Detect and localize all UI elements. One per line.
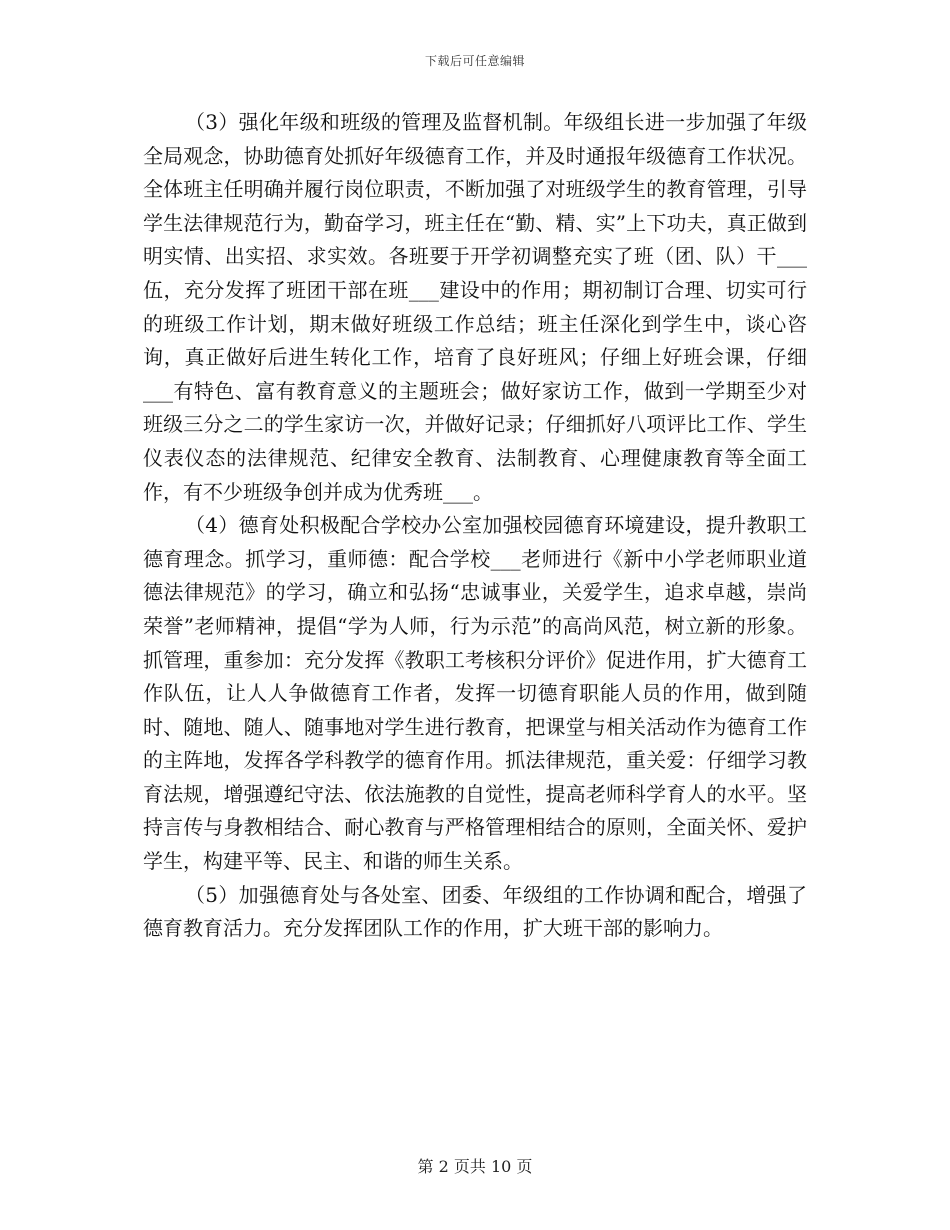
paragraph-5: （5）加强德育处与各处室、团委、年级组的工作协调和配合，增强了德育教育活力。充分发挥团队工作的作用，扩大班干部的影响力。 bbox=[143, 882, 807, 941]
paragraph-3: （3）强化年级和班级的管理及监督机制。年级组长进一步加强了年级全局观念，协助德育处抓好年级德育工作，并及时通报年级德育工作状况。全体班主任明确并履行岗位职责，不断加强了对班级学生的教育管理，引导学生法律规范行为，勤奋学习，班主任在“勤、精、实”上下功夫，真正做到明实情、出实招、求实效。各班要于开学初调整充实了班（团、队）干___伍，充分发挥了班团干部在班___建设中的作用；期初制订合理、切实可行的班级工作计划，期末做好班级工作总结；班主任深化到学生中，谈心咨询，真正做好后进生转化工作，培育了良好班风；仔细上好班会课，仔细___有特色、富有教育意义的主题班会；做好家访工作，做到一学期至少对班级三分之二的学生家访一次，并做好记录；仔细抓好八项评比工作、学生仪表仪态的法律规范、纪律安全教育、法制教育、心理健康教育等全面工作，有不少班级争创并成为优秀班___。 bbox=[143, 110, 807, 504]
page-header: 下载后可任意编辑 bbox=[424, 54, 525, 68]
paragraph-4: （4）德育处积极配合学校办公室加强校园德育环境建设，提升教职工德育理念。抓学习，重师德：配合学校___老师进行《新中小学老师职业道德法律规范》的学习，确立和弘扬“忠诚事业，关爱学生，追求卓越，崇尚荣誉”老师精神，提倡“学为人师，行为示范”的高尚风范，树立新的形象。抓管理，重参加：充分发挥《教职工考核积分评价》促进作用，扩大德育工作队伍，让人人争做德育工作者，发挥一切德育职能人员的作用，做到随时、随地、随人、随事地对学生进行教育，把课堂与相关活动作为德育工作的主阵地，发挥各学科教学的德育作用。抓法律规范，重关爱：仔细学习教育法规，增强遵纪守法、依法施教的自觉性，提高老师科学育人的水平。坚持言传与身教相结合、耐心教育与严格管理相结合的原则，全面关怀、爱护学生，构建平等、民主、和谐的师生关系。 bbox=[143, 513, 807, 874]
document-body bbox=[143, 106, 807, 946]
page-footer: 第 2 页共 10 页 bbox=[417, 1157, 533, 1176]
